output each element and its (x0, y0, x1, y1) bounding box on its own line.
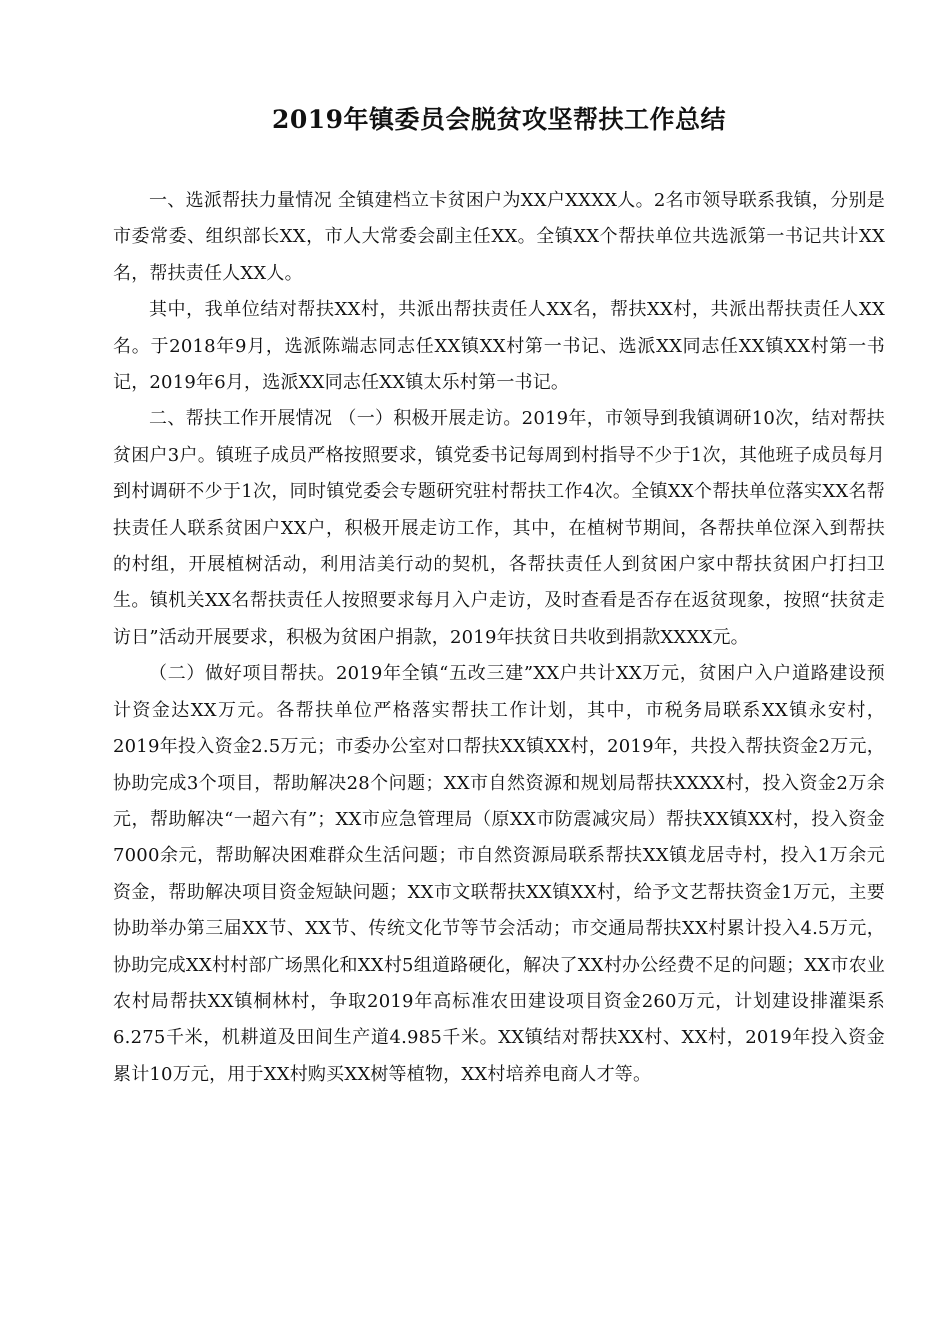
document-title: 2019年镇委员会脱贫攻坚帮扶工作总结 (271, 105, 727, 134)
paragraph-visits: 二、帮扶工作开展情况 （一）积极开展走访。2019年，市领导到我镇调研10次，结对帮扶贫困户3户。镇班子成员严格按照要求，镇党委书记每周到村指导不少于1次，其他班子成员每月到村调研不少于1次，同时镇党委会专题研究驻村帮扶工作4次。全镇XX个帮扶单位落实XX名帮扶责任人联系贫困户XX户，积极开展走访工作，其中，在植树节期间，各帮扶单位深入到帮扶的村组，开展植树活动，利用洁美行动的契机，各帮扶责任人到贫困户家中帮扶贫困户打扫卫生。镇机关XX名帮扶责任人按照要求每月入户走访，及时查看是否存在返贫现象，按照“扶贫走访日”活动开展要求，积极为贫困户捐款，2019年扶贫日共收到捐款XXXX元。 (113, 408, 885, 648)
paragraph-selection-of-assistance: 一、选派帮扶力量情况 全镇建档立卡贫困户为XX户XXXX人。2名市领导联系我镇，分别是市委常委、组织部长XX，市人大常委会副主任XX。全镇XX个帮扶单位共选派第一书记共计XX名，帮扶责任人XX人。 (113, 190, 885, 284)
document-page (113, 95, 885, 1093)
paragraph-unit-pairing: 其中，我单位结对帮扶XX村，共派出帮扶责任人XX名，帮扶XX村，共派出帮扶责任人XX名。于2018年9月，选派陈端志同志任XX镇XX村第一书记、选派XX同志任XX镇XX村第一书记，2019年6月，选派XX同志任XX镇太乐村第一书记。 (113, 299, 885, 394)
paragraph-project-assistance: （二）做好项目帮扶。2019年全镇“五改三建”XX户共计XX万元，贫困户入户道路建设预计资金达XX万元。各帮扶单位严格落实帮扶工作计划，其中，市税务局联系XX镇永安村，2019年投入资金2.5万元；市委办公室对口帮扶XX镇XX村，2019年，共投入帮扶资金2万元，协助完成3个项目，帮助解决28个问题；XX市自然资源和规划局帮扶XXXX村，投入资金2万余元，帮助解决“一超六有”；XX市应急管理局（原XX市防震减灾局）帮扶XX镇XX村，投入资金7000余元，帮助解决困难群众生活问题；市自然资源局联系帮扶XX镇龙居寺村，投入1万余元资金，帮助解决项目资金短缺问题；XX市文联帮扶XX镇XX村，给予文艺帮扶资金1万元，主要协助举办第三届XX节、XX节、传统文化节等节会活动；市交通局帮扶XX村累计投入4.5万元，协助完成XX村村部广场黑化和XX村5组道路硬化，解决了XX村办公经费不足的问题；XX市农业农村局帮扶XX镇桐林村，争取2019年高标准农田建设项目资金260万元，计划建设排灌渠系6.275千米，机耕道及田间生产道4.985千米。XX镇结对帮扶XX村、XX村，2019年投入资金累计10万元，用于XX村购买XX树等植物，XX村培养电商人才等。 (113, 663, 885, 1085)
